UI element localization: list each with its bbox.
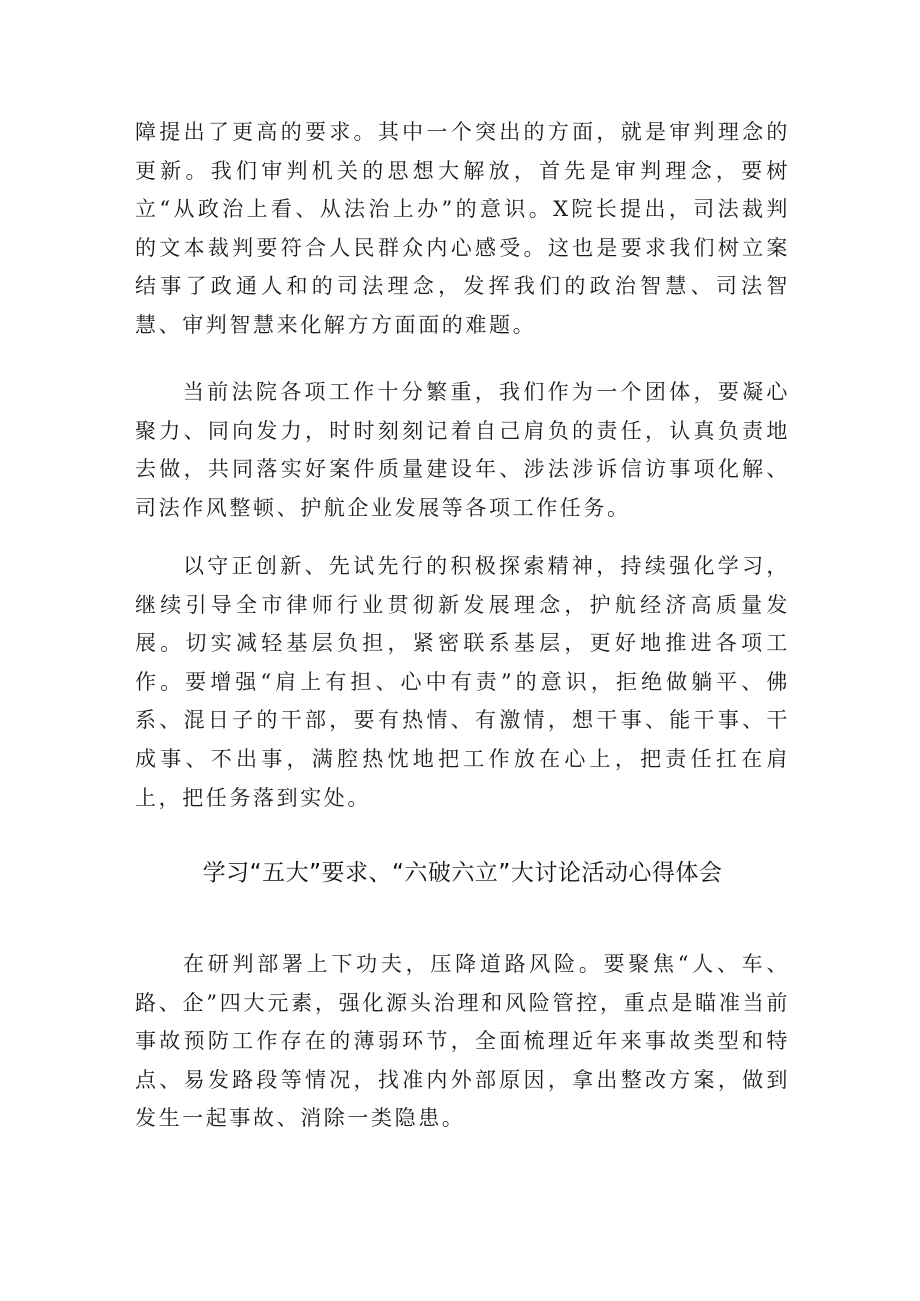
paragraph-continuation: 障提出了更高的要求。其中一个突出的方面，就是审判理念的更新。我们审判机关的思想大解放，首先是审判理念，要树立“从政治上看、从法治上办”的意识。X院长提出，司法裁判的文本裁判要符合人民群众内心感受。这也是要求我们树立案结事了政通人和的司法理念，发挥我们的政治智慧、司法智慧、审判智慧来化解方方面面的难题。 (135, 120, 790, 337)
paragraph-court-work: 当前法院各项工作十分繁重，我们作为一个团体，要凝心聚力、同向发力，时时刻刻记着自己肩负的责任，认真负责地去做，共同落实好案件质量建设年、涉法涉诉信访事项化解、司法作风整顿、护航企业发展等各项工作任务。 (135, 380, 790, 520)
paragraph-innovation: 以守正创新、先试先行的积极探索精神，持续强化学习，继续引导全市律师行业贯彻新发展理念，护航经济高质量发展。切实减轻基层负担，紧密联系基层，更好地推进各项工作。要增强“肩上有担、心中有责”的意识，拒绝做躺平、佛系、混日子的干部，要有热情、有激情，想干事、能干事、干成事、不出事，满腔热忱地把工作放在心上，把责任扛在肩上，把任务落到实处。 (135, 554, 790, 810)
paragraph-road-risk: 在研判部署上下功夫，压降道路风险。要聚焦“人、车、路、企”四大元素，强化源头治理和风险管控，重点是瞄准当前事故预防工作存在的薄弱环节，全面梳理近年来事故类型和特点、易发路段等情况，找准内外部原因，拿出整改方案，做到发生一起事故、消除一类隐患。 (135, 952, 790, 1131)
section-heading: 学习“五大”要求、“六破六立”大讨论活动心得体会 (202, 860, 723, 886)
